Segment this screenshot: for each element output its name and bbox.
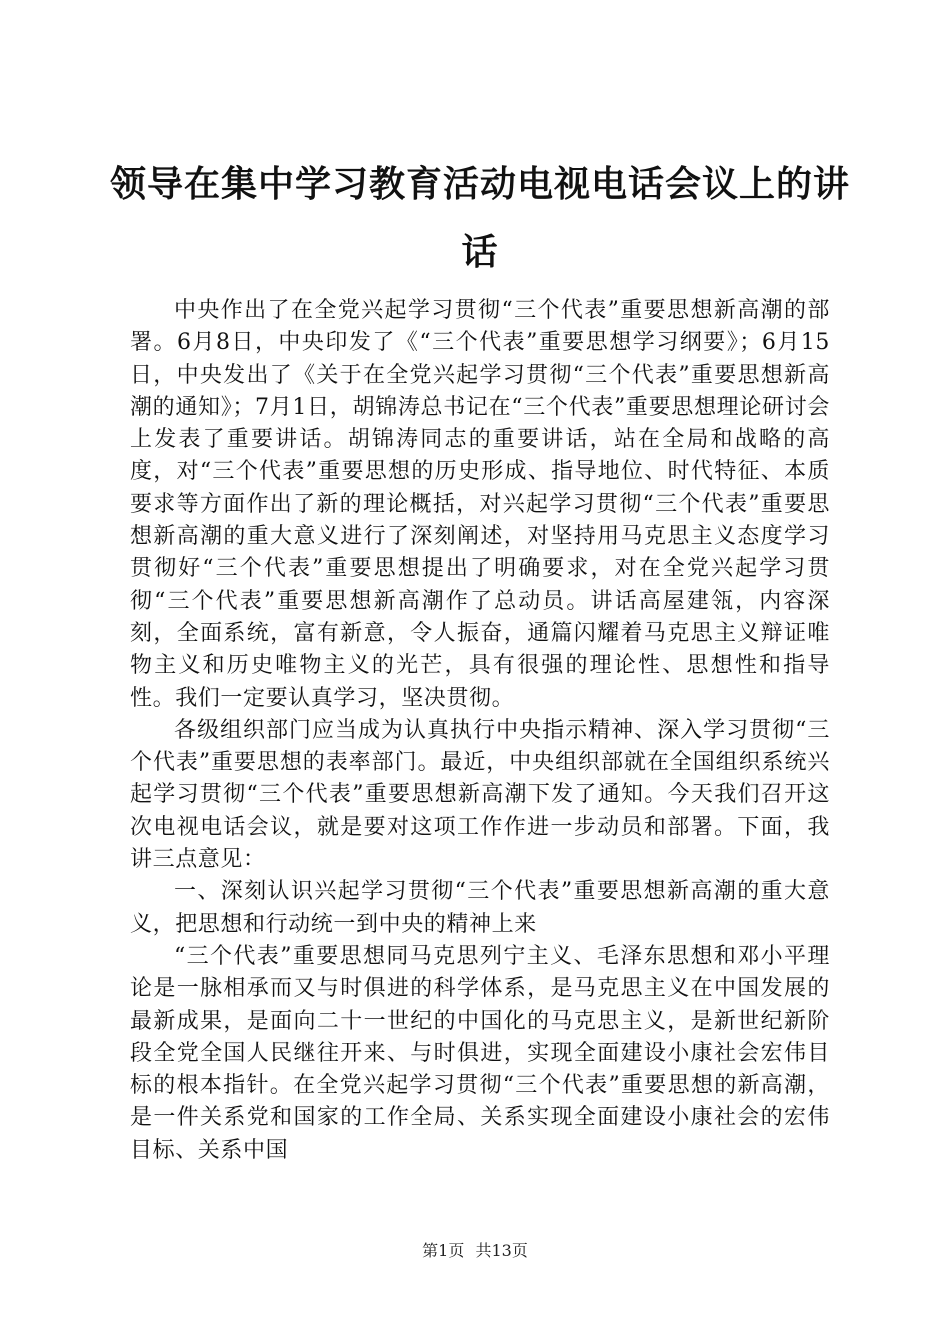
section-heading-1: 一、深刻认识兴起学习贯彻“三个代表”重要思想新高潮的重大意义，把思想和行动统一到中央的精神上来	[130, 879, 830, 937]
page-number: 第1页	[422, 1241, 465, 1260]
page-total: 共13页	[475, 1241, 528, 1260]
paragraph-2: 各级组织部门应当成为认真执行中央指示精神、深入学习贯彻“三个代表”重要思想的表率部门。最近，中央组织部就在全国组织系统兴起学习贯彻“三个代表”重要思想新高潮下发了通知。今天我们召开这次电视电话会议，就是要对这项工作作进一步动员和部署。下面，我讲三点意见：	[130, 717, 830, 873]
page-footer	[0, 1238, 950, 1261]
paragraph-3: “三个代表”重要思想同马克思列宁主义、毛泽东思想和邓小平理论是一脉相承而又与时俱进的科学体系，是马克思主义在中国发展的最新成果，是面向二十一世纪的中国化的马克思主义，是新世纪新阶段全党全国人民继往开来、与时俱进，实现全面建设小康社会宏伟目标的根本指针。在全党兴起学习贯彻“三个代表”重要思想的新高潮，是一件关系党和国家的工作全局、关系实现全面建设小康社会的宏伟目标、关系中国	[130, 943, 830, 1163]
document-body	[130, 295, 830, 1167]
paragraph-1: 中央作出了在全党兴起学习贯彻“三个代表”重要思想新高潮的部署。6月8日，中央印发了《“三个代表”重要思想学习纲要》；6月15日，中央发出了《关于在全党兴起学习贯彻“三个代表”重要思想新高潮的通知》；7月1日，胡锦涛总书记在“三个代表”重要思想理论研讨会上发表了重要讲话。胡锦涛同志的重要讲话，站在全局和战略的高度，对“三个代表”重要思想的历史形成、指导地位、时代特征、本质要求等方面作出了新的理论概括，对兴起学习贯彻“三个代表”重要思想新高潮的重大意义进行了深刻阐述，对坚持用马克思主义态度学习贯彻好“三个代表”重要思想提出了明确要求，对在全党兴起学习贯彻“三个代表”重要思想新高潮作了总动员。讲话高屋建瓴，内容深刻，全面系统，富有新意，令人振奋，通篇闪耀着马克思主义辩证唯物主义和历史唯物主义的光芒，具有很强的理论性、思想性和指导性。我们一定要认真学习，坚决贯彻。	[130, 298, 830, 711]
document-title: 领导在集中学习教育活动电视电话会议上的讲话	[110, 163, 851, 273]
